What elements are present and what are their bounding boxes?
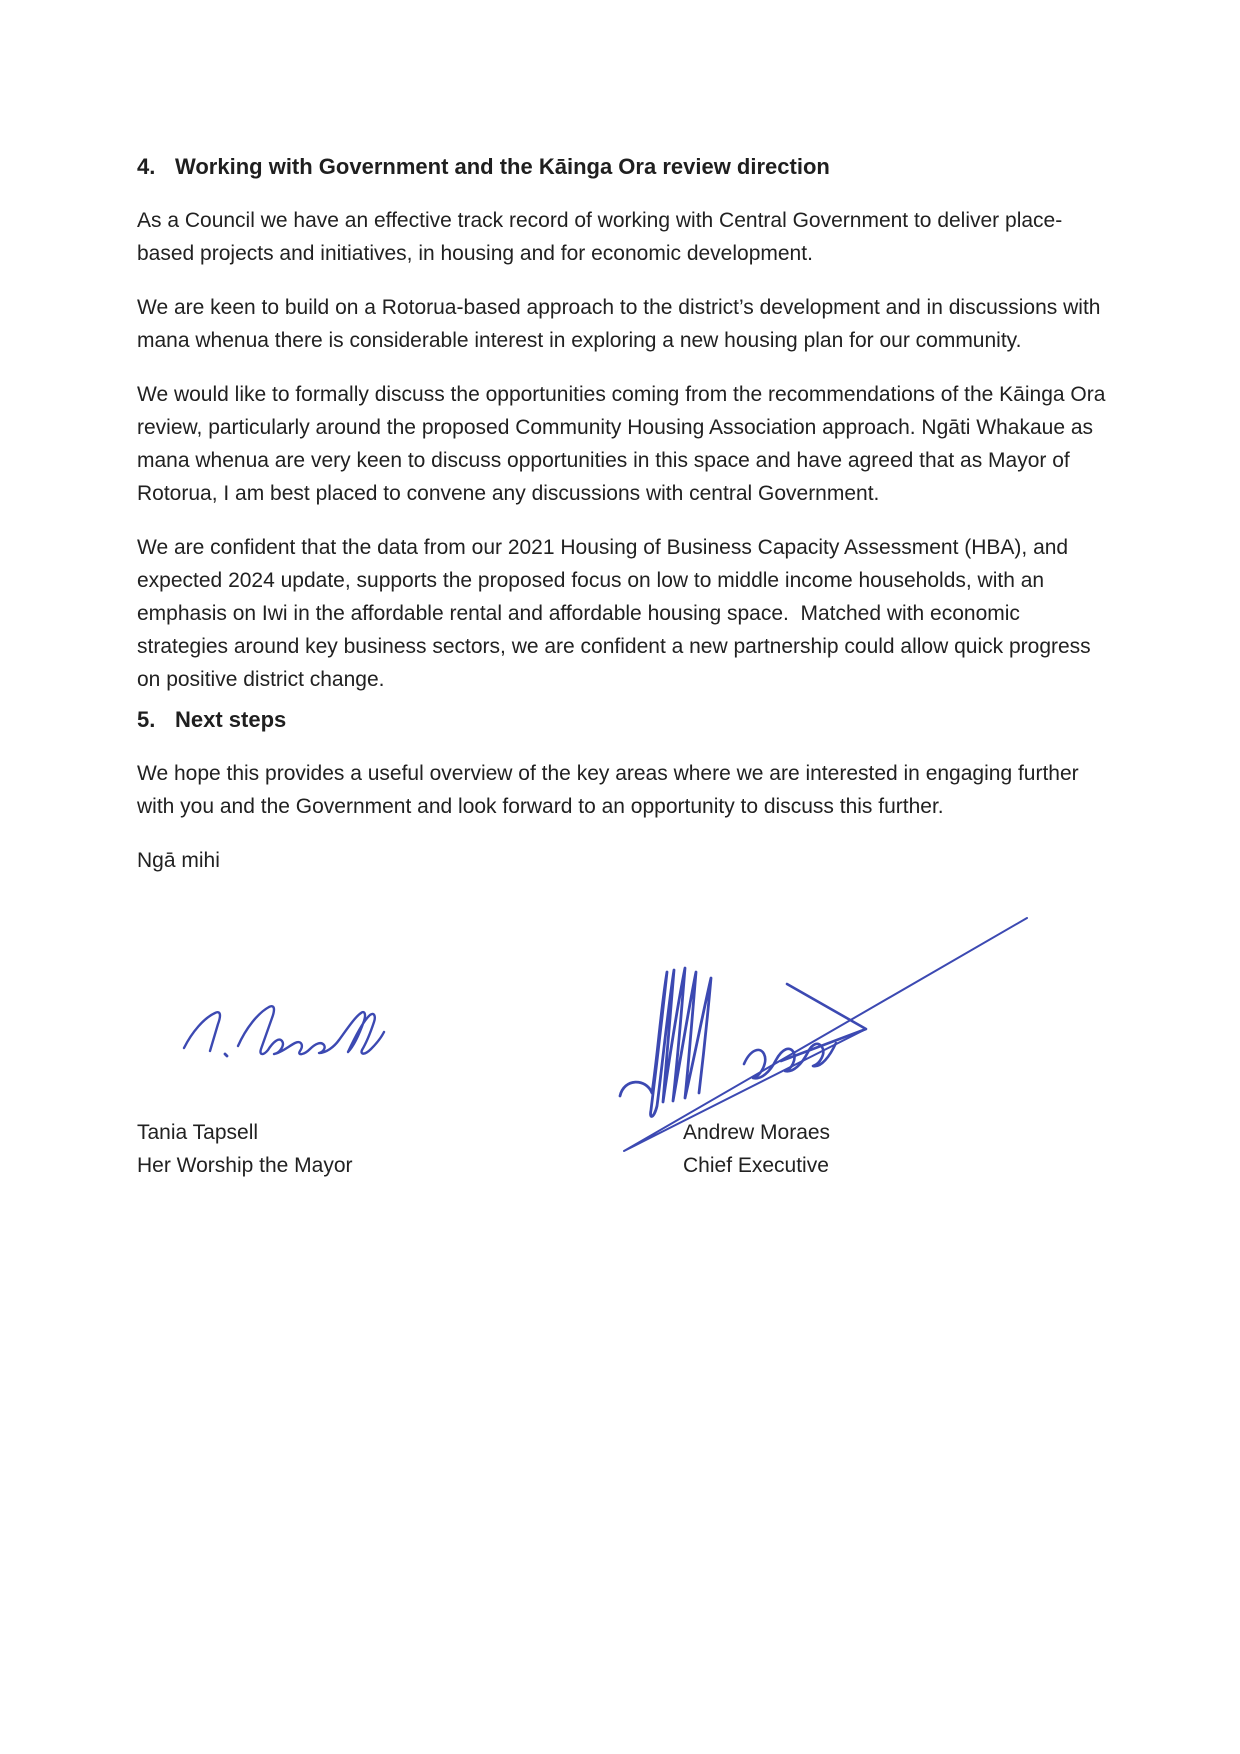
signatory-right	[683, 1116, 830, 1182]
signatory-left	[137, 1116, 353, 1182]
paragraph: We would like to formally discuss the opportunities coming from the recommendations of the Kāinga Ora review, particularly around the proposed Community Housing Association approach. Ngāti Whakaue as mana whenua are very keen to discuss opportunities in this space and have agreed that as Mayor of Rotorua, I am best placed to convene any discussions with central Government.	[137, 383, 1112, 505]
tania-tapsell-signature-icon	[168, 992, 400, 1076]
letter-body	[137, 150, 1112, 877]
section-heading-5	[137, 703, 1112, 736]
paragraph: We are keen to build on a Rotorua-based approach to the district’s development and in discussions with mana whenua there is considerable interest in exploring a new housing plan for our community.	[137, 296, 1107, 352]
section-number: 5.	[137, 707, 156, 732]
paragraph: As a Council we have an effective track record of working with Central Government to deliver place-based projects and initiatives, in housing and for economic development.	[137, 209, 1063, 265]
section-number: 4.	[137, 154, 156, 179]
signatory-name: Tania Tapsell	[137, 1121, 259, 1144]
section-title: Working with Government and the Kāinga Ora review direction	[175, 154, 830, 179]
section-title: Next steps	[175, 707, 287, 732]
signatory-name: Andrew Moraes	[683, 1121, 831, 1144]
paragraph: We are confident that the data from our 2021 Housing of Business Capacity Assessment (HBA), and expected 2024 update, supports the proposed focus on low to middle income households, with an emphasis on Iwi in the affordable rental and affordable housing space. Matched with economic strategies around key business sectors, we are confident a new partnership could allow quick progress on positive district change.	[137, 536, 1097, 691]
valediction: Ngā mihi	[137, 849, 220, 872]
signatory-title: Chief Executive	[683, 1154, 829, 1177]
paragraph: We hope this provides a useful overview of the key areas where we are interested in engaging further with you and the Government and look forward to an opportunity to discuss this further.	[137, 762, 1085, 818]
signatory-title: Her Worship the Mayor	[137, 1154, 353, 1177]
section-heading-4	[137, 150, 1112, 183]
